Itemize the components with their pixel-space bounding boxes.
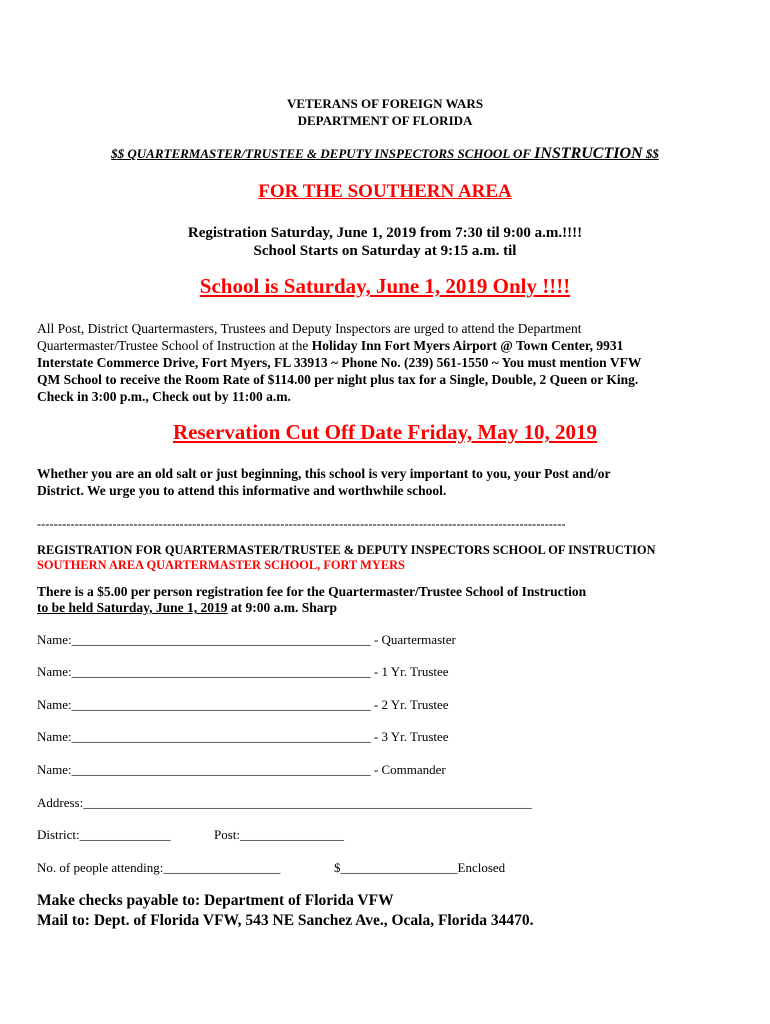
school-start-time: School Starts on Saturday at 9:15 a.m. til xyxy=(253,243,517,259)
hotel-line-1: All Post, District Quartermasters, Trustees and Deputy Inspectors are urged to attend the Department xyxy=(37,321,582,336)
role-label: - 3 Yr. Trustee xyxy=(370,729,449,744)
school-date-heading: School is Saturday, June 1, 2019 Only !!!! xyxy=(199,274,571,298)
cutoff-heading: Reservation Cut Off Date Friday, May 10, 2019 xyxy=(172,420,598,444)
hotel-name: Holiday Inn Fort Myers Airport @ Town Center, 9931 xyxy=(311,338,624,353)
school-title xyxy=(0,145,770,163)
name-field-label[interactable]: Name:______________________________________________ xyxy=(37,729,371,744)
school-title-part2: INSTRUCTION xyxy=(534,145,643,162)
org-name: VETERANS OF FOREIGN WARS xyxy=(286,96,484,111)
name-field-label[interactable]: Name:______________________________________________ xyxy=(37,762,371,777)
department-name: DEPARTMENT OF FLORIDA xyxy=(297,113,473,128)
name-field-label[interactable]: Name:______________________________________________ xyxy=(37,664,371,679)
checks-payable: Make checks payable to: Department of Florida VFW xyxy=(37,892,394,909)
cut-divider: ------------------------------------------------------------------------------------------------------------------------------ xyxy=(37,517,566,531)
mail-to: Mail to: Dept. of Florida VFW, 543 NE Sanchez Ave., Ocala, Florida 34470. xyxy=(37,912,534,929)
address-field[interactable]: Address:_____________________________________________________________________ xyxy=(37,795,532,810)
post-field[interactable]: Post:________________ xyxy=(214,827,345,842)
district-field[interactable]: District:______________ xyxy=(37,827,171,842)
check-in-out: Check in 3:00 p.m., Check out by 11:00 a.m. xyxy=(37,389,291,404)
name-row-quartermaster[interactable] xyxy=(37,632,456,648)
name-field-label[interactable]: Name:______________________________________________ xyxy=(37,697,371,712)
people-attending-field[interactable]: No. of people attending:__________________ xyxy=(37,860,281,875)
school-title-part1: $$ QUARTERMASTER/TRUSTEE & DEPUTY INSPECTORS SCHOOL OF xyxy=(111,146,535,161)
role-label: - Quartermaster xyxy=(370,632,456,647)
room-rate: QM School to receive the Room Rate of $114.00 per night plus tax for a Single, Double, 2 Queen or King. xyxy=(37,372,639,387)
name-row-2yr-trustee[interactable] xyxy=(37,697,449,713)
hotel-line-2-normal: Quartermaster/Trustee School of Instruction at the xyxy=(37,338,312,353)
fee-line-1: There is a $5.00 per person registration fee for the Quartermaster/Trustee School of Instruction xyxy=(37,584,587,599)
hotel-address: Interstate Commerce Drive, Fort Myers, FL 33913 ~ Phone No. (239) 561-1550 ~ You must mention VFW xyxy=(37,355,642,370)
school-title-part3: $$ xyxy=(642,146,659,161)
urge-line-1: Whether you are an old salt or just beginning, this school is very important to you, your Post and/or xyxy=(37,466,611,481)
registration-time: Registration Saturday, June 1, 2019 from 7:30 til 9:00 a.m.!!!! xyxy=(187,225,583,241)
fee-time: at 9:00 a.m. Sharp xyxy=(227,600,338,615)
name-row-3yr-trustee[interactable] xyxy=(37,729,449,745)
role-label: - 2 Yr. Trustee xyxy=(370,697,449,712)
form-subtitle: SOUTHERN AREA QUARTERMASTER SCHOOL, FORT MYERS xyxy=(37,558,405,572)
area-heading: FOR THE SOUTHERN AREA xyxy=(258,181,512,202)
urge-line-2: District. We urge you to attend this informative and worthwhile school. xyxy=(37,483,447,498)
role-label: - Commander xyxy=(370,762,446,777)
name-row-1yr-trustee[interactable] xyxy=(37,664,449,680)
name-field-label[interactable]: Name:______________________________________________ xyxy=(37,632,371,647)
fee-date: to be held Saturday, June 1, 2019 xyxy=(37,600,228,615)
fee-line-2 xyxy=(37,600,337,616)
form-title: REGISTRATION FOR QUARTERMASTER/TRUSTEE & DEPUTY INSPECTORS SCHOOL OF INSTRUCTION xyxy=(37,543,656,557)
hotel-line-2 xyxy=(37,338,623,354)
amount-enclosed-field[interactable]: $__________________Enclosed xyxy=(334,860,506,875)
role-label: - 1 Yr. Trustee xyxy=(370,664,449,679)
name-row-commander[interactable] xyxy=(37,762,446,778)
